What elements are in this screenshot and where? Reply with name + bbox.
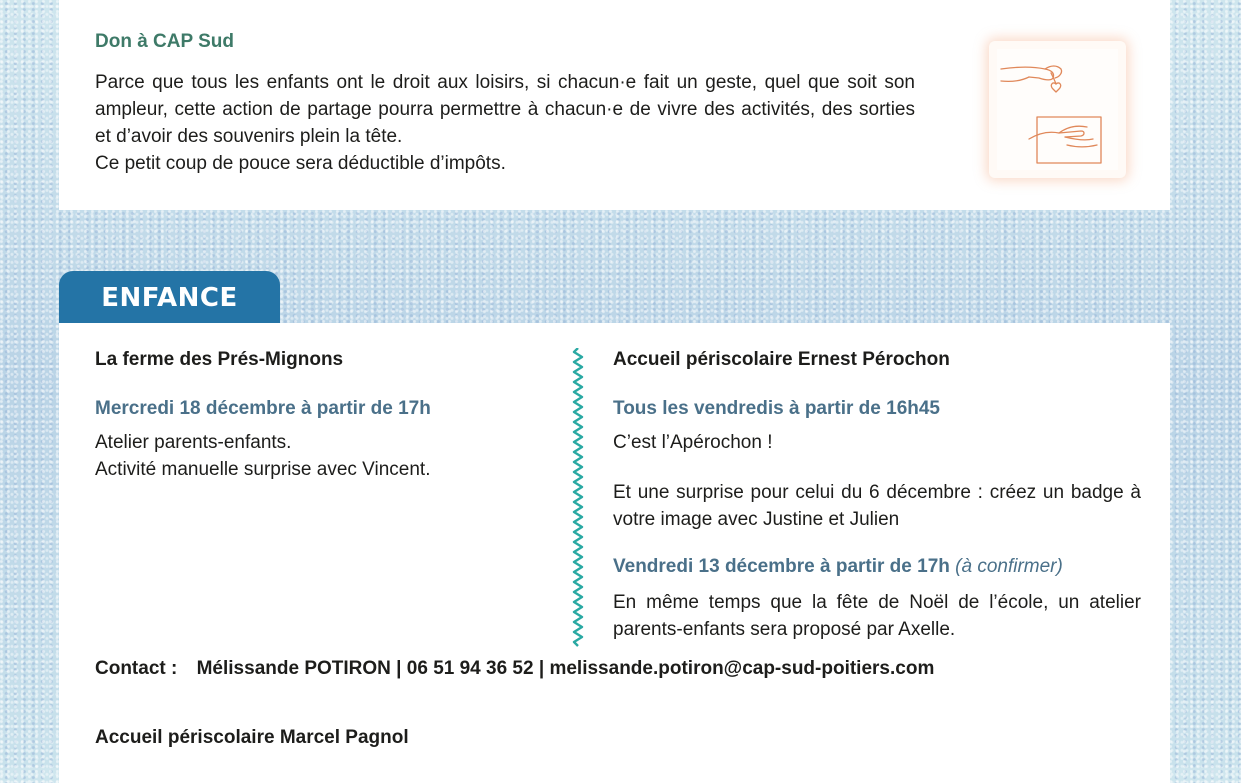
pagnol-title: Accueil périscolaire Marcel Pagnol xyxy=(95,727,409,748)
donation-hands-icon xyxy=(989,41,1126,178)
contact-label: Contact : xyxy=(95,658,178,679)
enfance-section-tab xyxy=(59,271,280,324)
enfance-tab-label: ENFANCE xyxy=(101,283,238,313)
contact-separator: | xyxy=(396,658,402,679)
contact-line xyxy=(95,658,934,680)
perochon-title: Accueil périscolaire Ernest Pérochon xyxy=(613,349,950,370)
surprise-text: Et une surprise pour celui du 6 décembre : créez un badge à votre image avec Justine et Julien xyxy=(613,482,1141,530)
contact-separator: | xyxy=(538,658,545,679)
ferme-activity-detail: Activité manuelle surprise avec Vincent. xyxy=(95,459,431,480)
aperochon-text: C’est l’Apérochon ! xyxy=(613,432,773,453)
to-confirm-note: (à confirmer) xyxy=(955,556,1063,577)
donation-text xyxy=(95,69,915,177)
ferme-activity: Atelier parents-enfants. xyxy=(95,432,292,453)
perochon-schedule-special xyxy=(613,556,1063,578)
column-divider xyxy=(572,348,584,648)
ferme-schedule: Mercredi 18 décembre à partir de 17h xyxy=(95,398,431,419)
contact-email[interactable]: melissande.potiron@cap-sud-poitiers.com xyxy=(549,658,935,679)
donation-tax-note: Ce petit coup de pouce sera déductible d’impôts. xyxy=(95,153,506,174)
contact-phone[interactable]: 06 51 94 36 52 xyxy=(406,658,534,679)
enfance-card xyxy=(59,323,1170,783)
contact-name: Mélissande POTIRON xyxy=(196,658,391,679)
donation-paragraph: Parce que tous les enfants ont le droit aux loisirs, si chacun·e fait un geste, quel que soit son ampleur, cette action de partage pourra permettre à chacun·e de vivre des activités, des sorties et d’avoir des souvenirs plein la tête. xyxy=(95,72,915,147)
ferme-title: La ferme des Prés-Mignons xyxy=(95,349,344,370)
donation-card xyxy=(59,0,1170,210)
noel-text: En même temps que la fête de Noël de l’école, un atelier parents-enfants sera proposé par Axelle. xyxy=(613,592,1141,640)
donation-title: Don à CAP Sud xyxy=(95,31,234,52)
special-date: Vendredi 13 décembre à partir de 17h xyxy=(613,556,950,577)
perochon-schedule-weekly: Tous les vendredis à partir de 16h45 xyxy=(613,398,940,419)
